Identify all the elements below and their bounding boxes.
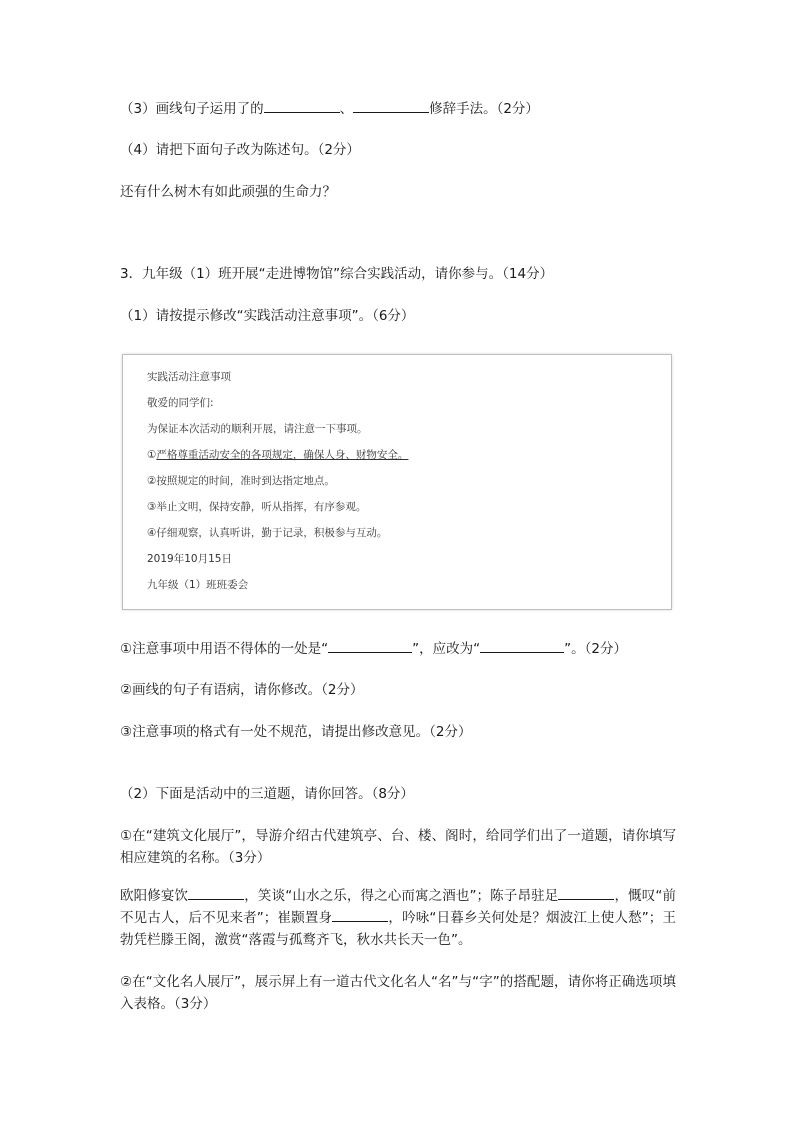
answer-blank[interactable]: [328, 638, 412, 653]
q3-text-pre: （3）画线句子运用了的: [120, 101, 264, 117]
sub-question-1-title: （1）请按提示修改“实践活动注意事项”。（6分）: [120, 308, 415, 324]
notice-title: 实践活动注意事项: [147, 371, 231, 383]
question-4: （4）请把下面句子改为陈述句。（2分）: [120, 142, 360, 158]
notice-item-4: ④仔细观察，认真听讲，勤于记录，积极参与互动。: [147, 527, 388, 539]
notice-greeting: 敬爱的同学们:: [147, 397, 214, 409]
answer-blank[interactable]: [353, 98, 429, 113]
question-b: ②画线的句子有语病，请你修改。（2分）: [120, 682, 364, 698]
notice-item-3: ③举止文明，保持安静，听从指挥，有序参观。: [147, 501, 367, 513]
qa-text-mid: ”，应改为“: [412, 641, 481, 657]
notice-item-1: [147, 447, 408, 462]
question-3-rhetoric: [120, 98, 539, 119]
paragraph-names-question: ②在“文化名人展厅”，展示屏上有一道古代文化名人“名”与“字”的搭配题，请你将正确选项填入表格。（3分）: [120, 974, 676, 1012]
notice-date: 2019年10月15日: [147, 553, 232, 565]
notice-item-1-underlined: 严格尊重活动安全的各项规定，确保人身、财物安全。: [156, 449, 409, 461]
qa-text-pre: ①注意事项中用语不得体的一处是“: [120, 641, 329, 657]
answer-blank[interactable]: [264, 98, 340, 113]
answer-blank[interactable]: [188, 885, 244, 900]
notice-image: [122, 354, 672, 610]
q3-text-mid: 、: [339, 101, 354, 117]
paragraph-building-question: ①在“建筑文化展厅”，导游介绍古代建筑亭、台、楼、阁时，给同学们出了一道题，请你填写相应建筑的名称。（3分）: [120, 828, 676, 866]
question-c: ③注意事项的格式有一处不规范，请提出修改意见。（2分）: [120, 724, 472, 740]
answer-blank[interactable]: [558, 885, 614, 900]
notice-item-2: ②按照规定的时间，准时到达指定地点。: [147, 475, 335, 487]
question-a: [120, 638, 627, 659]
sub-question-2-title: （2）下面是活动中的三道题，请你回答。（8分）: [120, 786, 414, 802]
question-4-sentence: 还有什么树木有如此顽强的生命力？: [120, 184, 336, 200]
notice-item-1-number: ①: [147, 449, 157, 461]
paragraph-building-fill: 欧阳修宴饮 ，笑谈“山水之乐，得之心而寓之酒也”；陈子昂驻足 ，慨叹“前不见古人，后不见来者”；崔颢置身 ，吟咏“日暮乡关何处是？烟波江上使人愁”；王勃凭栏滕王阁，激赏“落霞与孤鹜齐飞，秋水共长天一色”。: [120, 885, 676, 951]
answer-blank[interactable]: [332, 907, 388, 922]
q3-text-post: 修辞手法。（2分）: [429, 101, 539, 117]
notice-signature: 九年级（1）班班委会: [147, 579, 249, 591]
notice-intro: 为保证本次活动的顺利开展，请注意一下事项。: [147, 423, 368, 435]
section-3-title: 3．九年级（1）班开展“走进博物馆”综合实践活动，请你参与。（14分）: [120, 266, 554, 282]
answer-blank[interactable]: [480, 638, 564, 653]
qa-text-post: ”。（2分）: [564, 641, 627, 657]
